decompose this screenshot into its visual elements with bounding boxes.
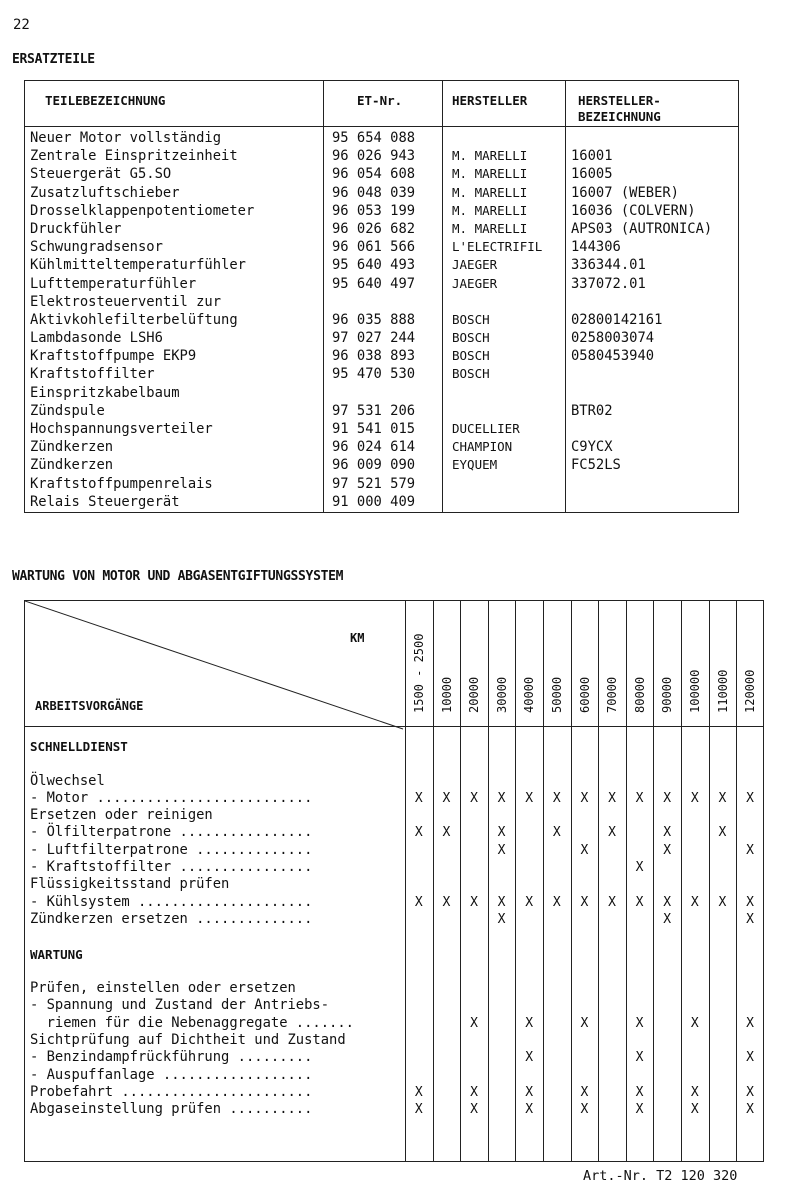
table-row — [25, 1067, 763, 1084]
operation-label: Ölwechsel — [30, 772, 105, 789]
part-name: Kraftstoffilter — [30, 366, 155, 383]
part-name: Kühlmitteltemperaturfühler — [30, 257, 246, 274]
interval-mark: X — [608, 790, 616, 806]
table-row — [25, 1101, 763, 1118]
table-row — [25, 493, 738, 511]
operation-label: - Ölfilterpatrone ................ — [30, 824, 313, 841]
table-row — [25, 384, 738, 402]
ops-label: ARBEITSVORGÄNGE — [35, 699, 144, 713]
operation-label: Ersetzen oder reinigen — [30, 807, 213, 824]
maintenance-section-title: WARTUNG VON MOTOR UND ABGASENTGIFTUNGSSYSTEM — [12, 569, 344, 584]
part-maker-ref: APS03 (AUTRONICA) — [571, 220, 713, 237]
interval-mark: X — [635, 1102, 644, 1118]
part-maker-ref: 16001 — [571, 148, 613, 165]
interval-mark: X — [663, 790, 672, 806]
part-maker: M. MARELLI — [452, 184, 528, 200]
column-divider — [515, 601, 516, 1161]
column-divider — [598, 601, 599, 1161]
part-number: 95 640 497 — [332, 275, 416, 292]
part-maker-ref: 16036 (COLVERN) — [571, 202, 696, 219]
interval-mark: X — [497, 790, 506, 806]
operation-label: - Motor .......................... — [30, 789, 313, 806]
part-maker: DUCELLIER — [452, 421, 520, 436]
interval-mark: X — [414, 1102, 423, 1118]
part-number: 96 038 893 — [332, 348, 416, 365]
part-maker: CHAMPION — [452, 439, 513, 455]
part-maker-ref: 0258003074 — [571, 330, 655, 347]
interval-mark: X — [608, 894, 616, 910]
part-name: Zündspule — [30, 402, 105, 419]
part-number: 95 640 493 — [332, 257, 416, 274]
parts-rows — [25, 129, 738, 511]
part-maker: BOSCH — [452, 366, 490, 382]
part-maker-ref: 0580453940 — [571, 348, 655, 365]
part-number: 96 054 608 — [332, 166, 416, 183]
interval-mark: X — [690, 1015, 699, 1031]
part-maker: M. MARELLI — [452, 148, 528, 164]
parts-table — [24, 80, 739, 513]
article-number: Art.-Nr. T2 120 320 — [583, 1168, 738, 1184]
interval-mark: X — [635, 1084, 644, 1100]
part-maker: BOSCH — [452, 330, 490, 346]
column-divider — [571, 601, 572, 1161]
table-row — [25, 147, 738, 165]
table-row — [25, 876, 763, 893]
km-interval-label: 50000 — [550, 676, 564, 713]
table-row — [25, 1015, 763, 1032]
table-row — [25, 807, 763, 824]
table-row — [25, 311, 738, 329]
part-name: Aktivkohlefilterbelüftung — [30, 311, 238, 328]
operation-label: - Benzindampfrückführung ......... — [30, 1049, 313, 1066]
interval-mark: X — [525, 790, 534, 806]
interval-mark: X — [635, 1050, 644, 1066]
operation-label: Flüssigkeitsstand prüfen — [30, 876, 230, 893]
part-name: Elektrosteuerventil zur — [30, 293, 222, 310]
part-name: Neuer Motor vollständig — [30, 130, 222, 146]
parts-section-title: ERSATZTEILE — [12, 52, 95, 67]
km-interval-label: 80000 — [632, 676, 647, 713]
table-row — [25, 329, 738, 347]
interval-mark: X — [497, 825, 506, 841]
interval-mark: X — [746, 842, 754, 858]
part-number: 97 521 579 — [332, 475, 416, 492]
part-number: 91 000 409 — [332, 493, 416, 510]
interval-mark: X — [580, 1084, 589, 1100]
part-maker: JAEGER — [452, 257, 498, 273]
interval-mark: X — [580, 790, 589, 806]
interval-mark: X — [525, 1084, 534, 1100]
part-maker-ref: 336344.01 — [571, 257, 646, 274]
operation-label: - Kraftstoffilter ................ — [30, 859, 313, 876]
column-divider — [405, 601, 406, 1161]
part-number: 91 541 015 — [332, 421, 416, 437]
interval-mark: X — [608, 825, 616, 841]
km-label: KM — [350, 631, 365, 645]
interval-mark: X — [746, 790, 754, 806]
interval-mark: X — [497, 911, 506, 927]
header-rule — [25, 126, 738, 127]
interval-mark: X — [414, 1084, 423, 1100]
part-name: Steuergerät G5.SO — [30, 166, 172, 183]
operation-label: Sichtprüfung auf Dichtheit und Zustand — [30, 1032, 346, 1049]
part-maker-ref: 02800142161 — [571, 311, 663, 328]
interval-mark: X — [442, 825, 451, 841]
operation-label: SCHNELLDIENST — [30, 739, 128, 754]
interval-mark: X — [525, 894, 534, 910]
table-row — [25, 238, 738, 256]
part-maker: JAEGER — [452, 275, 498, 291]
table-row — [25, 420, 738, 438]
km-interval-label: 20000 — [467, 676, 482, 713]
part-name: Zündkerzen — [30, 439, 114, 456]
part-maker-ref: 16007 (WEBER) — [571, 184, 679, 201]
interval-mark: X — [470, 894, 478, 910]
column-divider — [488, 601, 489, 1161]
header-maker-ref-line1: HERSTELLER- — [578, 93, 661, 108]
part-maker: M. MARELLI — [452, 220, 528, 236]
table-row — [25, 911, 763, 928]
operation-label: WARTUNG — [30, 946, 83, 962]
table-row — [25, 1032, 763, 1049]
interval-mark: X — [470, 1015, 478, 1031]
table-row — [25, 824, 763, 841]
part-maker: M. MARELLI — [452, 166, 528, 182]
table-row — [25, 220, 738, 238]
table-row — [25, 755, 763, 772]
interval-mark: X — [442, 894, 451, 910]
table-row — [25, 438, 738, 456]
table-row — [25, 773, 763, 790]
interval-mark: X — [552, 790, 561, 806]
table-row — [25, 456, 738, 474]
km-interval-label: 90000 — [660, 676, 675, 713]
km-interval-label: 30000 — [494, 676, 509, 713]
table-row — [25, 129, 738, 147]
km-interval-label: 120000 — [743, 669, 758, 713]
table-row — [25, 184, 738, 202]
part-number: 97 531 206 — [332, 402, 416, 419]
interval-mark: X — [552, 894, 561, 910]
part-name: Zentrale Einspritzeinheit — [30, 148, 238, 165]
part-number: 96 026 682 — [332, 220, 416, 237]
operation-label: - Kühlsystem ..................... — [30, 893, 313, 910]
interval-mark: X — [442, 790, 451, 806]
part-name: Zündkerzen — [30, 457, 114, 474]
part-maker-ref: 337072.01 — [571, 275, 646, 292]
interval-mark: X — [525, 1102, 534, 1118]
interval-mark: X — [690, 790, 699, 806]
table-row — [25, 997, 763, 1014]
column-divider — [653, 601, 654, 1161]
interval-mark: X — [746, 1084, 754, 1100]
part-name: Lambdasonde LSH6 — [30, 330, 163, 347]
km-interval-label: 1500 - 2500 — [412, 633, 426, 713]
part-maker: M. MARELLI — [452, 202, 528, 218]
interval-mark: X — [746, 1102, 754, 1118]
km-interval-label: 70000 — [605, 676, 620, 713]
table-row — [25, 202, 738, 220]
part-number: 96 009 090 — [332, 457, 416, 474]
interval-mark: X — [746, 1015, 754, 1031]
part-name: Drosselklappenpotentiometer — [30, 202, 255, 219]
part-name: Zusatzluftschieber — [30, 184, 180, 201]
header-et-nr: ET-Nr. — [357, 93, 403, 108]
table-row — [25, 980, 763, 997]
table-row — [25, 842, 763, 859]
interval-mark: X — [525, 1050, 534, 1066]
part-number: 96 053 199 — [332, 202, 416, 219]
km-interval-label: 60000 — [577, 676, 592, 713]
part-name: Einspritzkabelbaum — [30, 384, 180, 401]
interval-mark: X — [718, 825, 727, 841]
column-divider — [736, 601, 737, 1161]
interval-mark: X — [580, 1102, 589, 1118]
km-interval-label: 10000 — [439, 676, 454, 713]
operation-label: Probefahrt ....................... — [30, 1083, 313, 1100]
part-number: 95 654 088 — [332, 130, 416, 146]
interval-mark: X — [746, 894, 754, 910]
interval-mark: X — [580, 842, 589, 858]
operation-label: Abgaseinstellung prüfen .......... — [30, 1101, 313, 1118]
table-row — [25, 475, 738, 493]
table-row — [25, 946, 763, 963]
interval-mark: X — [470, 790, 478, 806]
operation-label: Prüfen, einstellen oder ersetzen — [30, 980, 296, 997]
part-name: Schwungradsensor — [30, 239, 163, 256]
column-divider — [709, 601, 710, 1161]
part-maker-ref: FC52LS — [571, 457, 621, 474]
part-number: 97 027 244 — [332, 330, 416, 347]
part-number: 95 470 530 — [332, 366, 416, 383]
interval-mark: X — [635, 790, 644, 806]
interval-mark: X — [580, 894, 589, 910]
table-row — [25, 347, 738, 365]
table-row — [25, 928, 763, 945]
part-maker-ref: C9YCX — [571, 439, 613, 456]
table-row — [25, 790, 763, 807]
interval-mark: X — [663, 825, 672, 841]
interval-mark: X — [690, 1084, 699, 1100]
table-row — [25, 275, 738, 293]
interval-mark: X — [663, 842, 672, 858]
table-row — [25, 1084, 763, 1101]
part-number: 96 035 888 — [332, 311, 416, 328]
part-name: Hochspannungsverteiler — [30, 421, 213, 437]
header-maker: HERSTELLER — [452, 93, 528, 108]
interval-mark: X — [690, 1102, 699, 1118]
part-name: Kraftstoffpumpenrelais — [30, 475, 213, 492]
table-row — [25, 1049, 763, 1066]
part-maker: BOSCH — [452, 348, 490, 364]
table-row — [25, 963, 763, 980]
km-interval-label: 110000 — [715, 669, 730, 713]
part-name: Kraftstoffpumpe EKP9 — [30, 348, 197, 365]
interval-mark: X — [635, 1015, 644, 1031]
table-row — [25, 738, 763, 755]
part-maker-ref: BTR02 — [571, 402, 613, 419]
column-divider — [460, 601, 461, 1161]
header-name: TEILEBEZEICHNUNG — [45, 93, 166, 108]
part-name: Lufttemperaturfühler — [30, 275, 197, 292]
table-row — [25, 365, 738, 383]
table-row — [25, 402, 738, 420]
column-divider — [433, 601, 434, 1161]
interval-mark: X — [663, 911, 672, 927]
interval-mark: X — [414, 790, 423, 806]
part-maker: L'ELECTRIFIL — [452, 239, 543, 255]
table-row — [25, 859, 763, 876]
interval-mark: X — [497, 894, 506, 910]
column-divider — [681, 601, 682, 1161]
table-row — [25, 256, 738, 274]
interval-mark: X — [470, 1102, 478, 1118]
maintenance-table — [24, 600, 764, 1162]
operation-label: Zündkerzen ersetzen .............. — [30, 910, 313, 927]
table-row — [25, 293, 738, 311]
interval-mark: X — [525, 1015, 534, 1031]
interval-mark: X — [552, 825, 561, 841]
page-number: 22 — [13, 17, 30, 33]
interval-mark: X — [718, 790, 727, 806]
table-row — [25, 165, 738, 183]
interval-mark: X — [663, 894, 672, 910]
interval-mark: X — [635, 894, 644, 910]
interval-mark: X — [690, 894, 699, 910]
interval-mark: X — [635, 860, 644, 876]
maintenance-rows — [25, 738, 763, 1119]
column-divider — [626, 601, 627, 1161]
km-interval-label: 40000 — [522, 676, 537, 713]
interval-mark: X — [470, 1084, 478, 1100]
header-maker-ref-line2: BEZEICHNUNG — [578, 109, 661, 124]
km-interval-label: 100000 — [688, 669, 702, 713]
part-number: 96 061 566 — [332, 239, 416, 256]
interval-mark: X — [718, 894, 727, 910]
part-number: 96 048 039 — [332, 184, 416, 201]
interval-mark: X — [746, 911, 754, 927]
interval-mark: X — [414, 825, 423, 841]
interval-mark: X — [414, 894, 423, 910]
part-maker: BOSCH — [452, 311, 490, 327]
part-number: 96 024 614 — [332, 439, 416, 456]
interval-mark: X — [746, 1050, 754, 1066]
operation-label: - Auspuffanlage .................. — [30, 1066, 313, 1083]
part-number: 96 026 943 — [332, 148, 416, 165]
table-row — [25, 894, 763, 911]
part-maker-ref: 144306 — [571, 239, 621, 256]
interval-mark: X — [580, 1015, 589, 1031]
interval-mark: X — [497, 842, 506, 858]
operation-label: - Luftfilterpatrone .............. — [30, 841, 313, 858]
part-maker: EYQUEM — [452, 457, 498, 473]
part-maker-ref: 16005 — [571, 166, 613, 183]
column-divider — [543, 601, 544, 1161]
header-rule — [25, 726, 763, 727]
operation-label: riemen für die Nebenaggregate ....... — [30, 1014, 354, 1031]
part-name: Relais Steuergerät — [30, 493, 180, 510]
part-name: Druckfühler — [30, 220, 122, 237]
operation-label: - Spannung und Zustand der Antriebs- — [30, 997, 330, 1014]
